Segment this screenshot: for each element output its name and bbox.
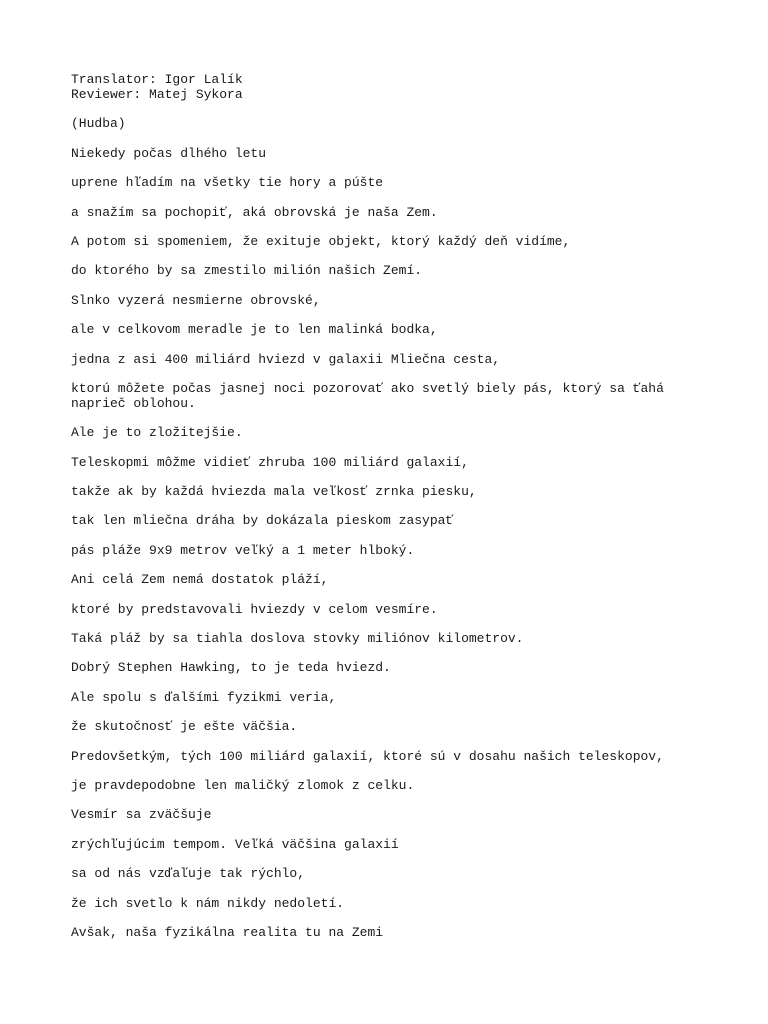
credits-header [71,72,751,102]
transcript-paragraph: takže ak by každá hviezda mala veľkosť zrnka piesku, [71,484,477,500]
transcript-paragraph: zrýchľujúcim tempom. Veľká väčšina galaxií [71,836,399,852]
transcript-paragraph: pás pláže 9x9 metrov veľký a 1 meter hlboký. [71,542,415,558]
transcript-paragraph: Slnko vyzerá nesmierne obrovské, [71,292,321,308]
transcript-paragraph: Avšak, naša fyzikálna realita tu na Zemi [71,924,384,940]
transcript-paragraph: Ale je to zložitejšie. [71,425,243,441]
transcript-paragraph: Taká pláž by sa tiahla doslova stovky miliónov kilometrov. [71,631,524,647]
transcript-paragraph: Niekedy počas dlhého letu [71,145,267,161]
transcript-paragraph: že skutočnosť je ešte väčšia. [71,719,298,735]
transcript-paragraph: Ale spolu s ďalšími fyzikmi veria, [71,689,337,705]
document-page [71,72,751,954]
transcript-paragraph: sa od nás vzďaľuje tak rýchlo, [71,866,306,882]
transcript-paragraph: Vesmír sa zväčšuje [71,807,212,823]
translator-credit: Translator: Igor Lalík [71,72,243,87]
reviewer-credit: Reviewer: Matej Sykora [71,87,243,102]
transcript-paragraph: jedna z asi 400 miliárd hviezd v galaxii Mliečna cesta, [71,351,501,367]
transcript-paragraph: A potom si spomeniem, že exituje objekt, ktorý každý deň vidíme, [71,233,571,249]
transcript-paragraph: ale v celkovom meradle je to len malinká bodka, [71,322,438,338]
transcript-paragraph: tak len mliečna dráha by dokázala pieskom zasypať [71,513,454,529]
transcript-paragraph: Dobrý Stephen Hawking, to je teda hviezd. [71,660,391,676]
transcript-paragraph: že ich svetlo k nám nikdy nedoletí. [71,895,345,911]
transcript-paragraph: Ani celá Zem nemá dostatok pláží, [71,572,329,588]
transcript-paragraph: a snažím sa pochopiť, aká obrovská je naša Zem. [71,204,438,220]
transcript-paragraph: ktoré by predstavovali hviezdy v celom vesmíre. [71,601,438,617]
transcript-paragraph: Teleskopmi môžme vidieť zhruba 100 miliárd galaxií, [71,454,469,470]
transcript-paragraph: uprene hľadím na všetky tie hory a púšte [71,175,384,191]
transcript-paragraph: ktorú môžete počas jasnej noci pozorovať ako svetlý biely pás, ktorý sa ťahá naprieč oblohou. [71,380,664,411]
transcript-paragraph: (Hudba) [71,116,126,132]
transcript-paragraph: je pravdepodobne len maličký zlomok z celku. [71,777,415,793]
transcript-paragraph: Predovšetkým, tých 100 miliárd galaxií, ktoré sú v dosahu našich teleskopov, [71,748,664,764]
transcript-body [71,116,751,940]
transcript-paragraph: do ktorého by sa zmestilo milión našich Zemí. [71,263,423,279]
